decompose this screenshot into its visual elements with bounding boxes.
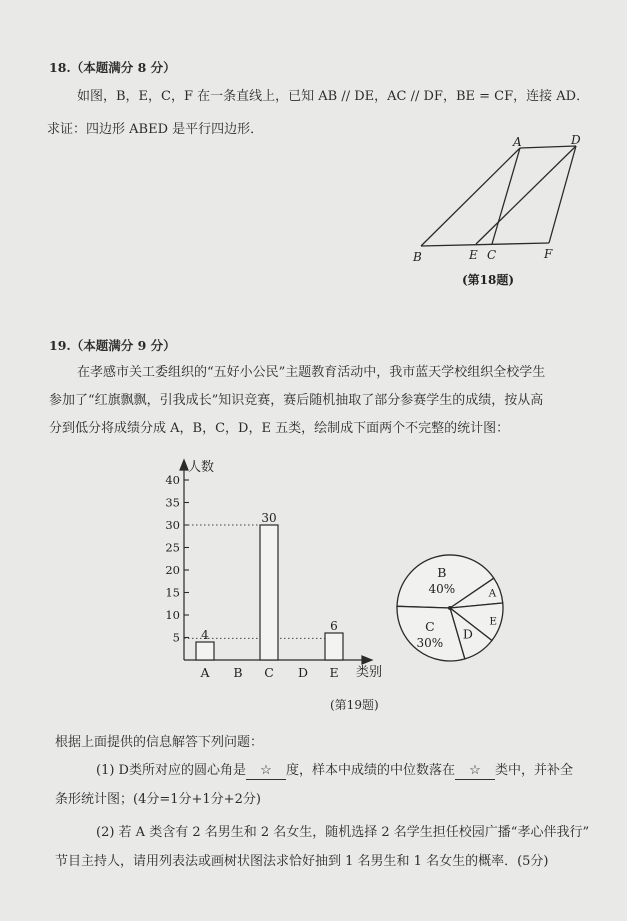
pie-label-B: B: [437, 565, 447, 581]
q19-heading: 19.（本题满分 9 分）: [49, 338, 176, 353]
pie-label-D: D: [462, 626, 473, 642]
y-tick-label: 15: [165, 585, 180, 600]
q19-para2: 参加了“红旗飘飘，引我成长”知识竞赛，赛后随机抽取了部分参赛学生的成绩，按从高: [49, 393, 544, 408]
q18-heading: 18.（本题满分 8 分）: [49, 60, 176, 75]
x-category-label: D: [297, 665, 309, 680]
q18-caption: (第18题): [462, 273, 515, 287]
y-axis-label: 人数: [188, 460, 215, 475]
x-category-label: A: [200, 665, 210, 680]
q19-para3: 分到低分将成绩分成 A，B，C，D，E 五类，绘制成下面两个不完整的统计图：: [49, 421, 510, 436]
y-tick-label: 30: [165, 518, 180, 532]
pie-label-C: C: [425, 618, 435, 634]
q19-para1: 在孝感市关工委组织的“五好小公民”主题教育活动中，我市蓝天学校组织全校学生: [77, 365, 546, 380]
x-category-label: E: [329, 665, 339, 680]
label-A: A: [513, 135, 522, 149]
answer-blank-angle[interactable]: ☆: [246, 763, 286, 780]
part1-text-b: 度，样本中成绩的中位数落在: [285, 763, 455, 778]
label-B: B: [413, 250, 422, 264]
bar-value-label: 30: [261, 511, 277, 525]
part1-text-c: 类中，并补全: [495, 763, 574, 778]
answer-blank-median[interactable]: ☆: [455, 763, 495, 780]
q18-line1: 如图，B，E，C，F 在一条直线上，已知 AB // DE，AC // DF，BE = CF，连接 AD．: [77, 89, 590, 104]
q19-part2-line2: 节目主持人，请用列表法或画树状图法求恰好抽到 1 名男生和 1 名女生的概率．(5分): [55, 854, 549, 869]
label-F: F: [544, 247, 553, 261]
bar-value-label: 6: [330, 619, 338, 633]
q18-line2: 求证：四边形 ABED 是平行四边形．: [47, 122, 264, 137]
q19-part2-line1: (2) 若 A 类含有 2 名男生和 2 名女生，随机选择 2 名学生担任校园广播“孝心伴我行”: [96, 825, 590, 840]
q19-caption: (第19题): [330, 698, 379, 712]
pie-percent-C: 30%: [416, 635, 444, 650]
x-category-label: C: [264, 665, 274, 680]
q19-part1-line1: [96, 763, 573, 780]
pie-center: [448, 606, 452, 610]
q19-intro: 根据上面提供的信息解答下列问题：: [55, 735, 264, 750]
q19-part1-line2: 条形统计图；(4分=1分+1分+2分): [55, 792, 261, 807]
y-tick-label: 35: [165, 495, 180, 510]
y-tick-label: 10: [165, 608, 180, 622]
pie-label-A: A: [488, 587, 497, 600]
x-category-label: B: [233, 665, 243, 680]
x-axis-label: 类别: [356, 665, 383, 680]
part1-text-a: (1) D类所对应的圆心角是: [96, 763, 246, 778]
pie-percent-B: 40%: [428, 582, 456, 597]
y-tick-label: 40: [165, 473, 180, 487]
label-D: D: [571, 133, 581, 147]
y-tick-label: 25: [165, 540, 180, 555]
y-tick-label: 5: [172, 630, 180, 645]
label-E: E: [469, 248, 478, 262]
bar-value-label: 4: [201, 628, 209, 642]
label-C: C: [487, 248, 497, 262]
pie-label-E: E: [489, 615, 498, 628]
y-tick-label: 20: [165, 563, 180, 577]
